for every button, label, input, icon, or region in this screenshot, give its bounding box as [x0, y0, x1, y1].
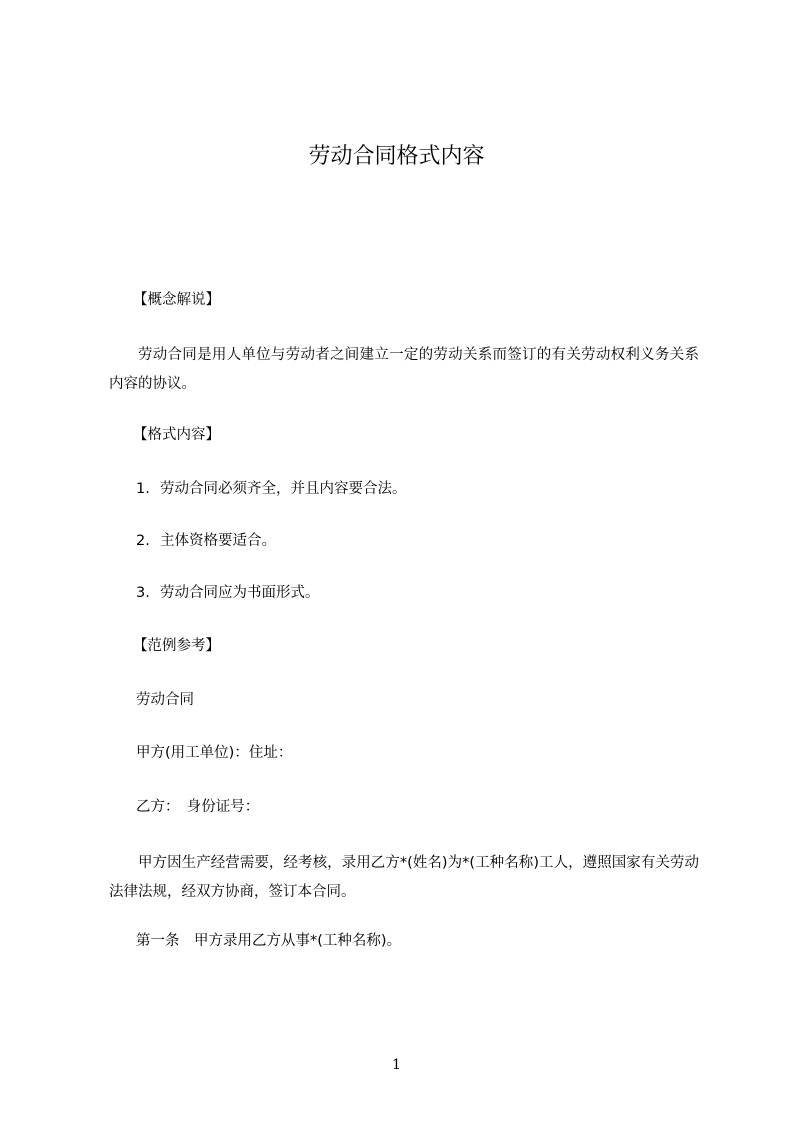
article-1: 第一条 甲方录用乙方从事*(工种名称)。 — [136, 933, 402, 949]
party-a-line: 甲方(用工单位)：住址： — [136, 745, 293, 761]
format-item-2-number: 2. — [136, 533, 150, 549]
example-heading: 【范例参考】 — [133, 638, 220, 654]
party-b-line: 乙方： 身份证号： — [136, 799, 260, 815]
format-item-3-number: 3. — [136, 585, 150, 601]
document-title: 劳动合同格式内容 — [308, 144, 485, 169]
format-heading: 【格式内容】 — [133, 427, 220, 443]
concept-heading: 【概念解说】 — [133, 292, 220, 308]
format-item-1-number: 1. — [136, 481, 150, 497]
example-title: 劳动合同 — [136, 692, 194, 708]
contract-preamble: 甲方因生产经营需要，经考核，录用乙方*(姓名)为*(工种名称)工人，遵照国家有关劳动法律法规，经双方协商，签订本合同。 — [109, 855, 699, 900]
concept-body: 劳动合同是用人单位与劳动者之间建立一定的劳动关系而签订的有关劳动权利义务关系内容的协议。 — [109, 347, 699, 392]
format-item-3 — [136, 583, 320, 603]
format-item-2 — [136, 531, 276, 551]
format-item-3-text: 劳动合同应为书面形式。 — [160, 585, 320, 601]
format-item-2-text: 主体资格要适合。 — [160, 533, 276, 549]
page-number: 1 — [392, 1057, 401, 1073]
format-item-1 — [136, 479, 407, 499]
format-item-1-text: 劳动合同必须齐全，并且内容要合法。 — [160, 481, 407, 497]
